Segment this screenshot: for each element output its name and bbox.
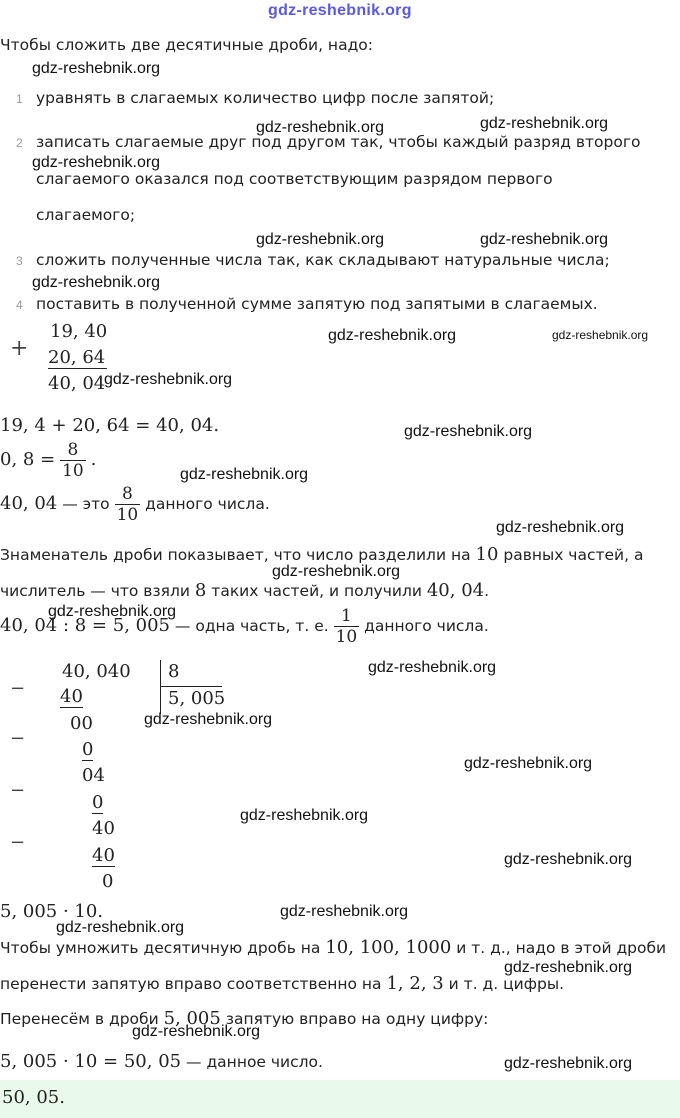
division-step: 0 [102,871,114,892]
watermark: gdz-reshebnik.org [256,119,385,136]
paragraph-line [0,973,564,994]
equation-text: — это [57,495,115,513]
division-step: 40 [60,686,83,707]
watermark: gdz-reshebnik.org [552,328,649,342]
watermark: gdz-reshebnik.org [32,60,161,77]
dividend: 40, 040 [62,661,131,682]
site-watermark-top: gdz-reshebnik.org [268,2,412,19]
step-number: 2 [16,136,23,150]
watermark: gdz-reshebnik.org [504,1055,633,1072]
minus-sign: − [10,728,26,749]
divisor-line [160,686,222,687]
division-step: 04 [82,765,105,786]
numerator: 8 [115,484,141,505]
watermark: gdz-reshebnik.org [132,1023,261,1040]
watermark: gdz-reshebnik.org [368,659,497,676]
equation-end: . [90,449,97,470]
math-value: 10 [475,544,499,565]
denominator: 10 [116,505,139,525]
equation-product: 5, 005 · 10. [0,901,104,922]
fraction [60,440,86,481]
text: и т. д., надо в этой дроби [451,939,667,957]
division-step: 40 [92,818,115,839]
paragraph-line [0,580,489,601]
addend-2: 20, 64 [48,347,106,368]
step-text: слагаемого; [36,206,136,224]
plus-sign: + [10,336,29,361]
text: Перенесём в дроби [0,1010,164,1028]
text: таких частей, и получили [206,582,427,600]
equation-part [0,484,270,525]
watermark: gdz-reshebnik.org [240,807,369,824]
fraction [334,606,360,647]
watermark: gdz-reshebnik.org [464,755,593,772]
paragraph-line [0,937,666,958]
math-value: 5, 005 [163,1008,221,1029]
paragraph-line [0,544,643,565]
watermark: gdz-reshebnik.org [504,851,633,868]
watermark: gdz-reshebnik.org [404,423,533,440]
equation-text: данного числа. [359,617,489,635]
equation-left: 40, 04 : 8 = 5, 005 [0,615,170,636]
step-text: поставить в полученной сумме запятую под запятыми в слагаемых. [36,295,598,313]
step-number: 1 [16,92,23,106]
equation-text: данного числа. [140,495,270,513]
intro-text: Чтобы сложить две десятичные дроби, надо: [0,36,373,54]
equation-text: — одна часть, т. е. [170,617,334,635]
denominator: 10 [62,461,84,481]
watermark: gdz-reshebnik.org [480,115,609,132]
fraction [115,484,141,525]
equation-left: 40, 04 [0,493,58,514]
watermark: gdz-reshebnik.org [48,603,177,620]
watermark: gdz-reshebnik.org [256,231,385,248]
math-value: 1, 2, 3 [386,973,444,994]
watermark: gdz-reshebnik.org [32,274,161,291]
text: . [484,582,490,600]
denominator: 10 [335,627,358,647]
step-text: записать слагаемые друг под другом так, чтобы каждый разряд второго [36,133,641,151]
equation-result [0,1051,323,1072]
equation-text: — данное число. [181,1053,323,1071]
watermark: gdz-reshebnik.org [504,959,633,976]
math-value: 10, 100, 1000 [325,937,452,958]
text: Знаменатель дроби показывает, что число разделили на [0,546,476,564]
numerator: 1 [334,606,360,627]
watermark: gdz-reshebnik.org [480,231,609,248]
step-text: слагаемого оказался под соответствующим разрядом первого [36,170,553,188]
minus-sign: − [10,678,26,699]
division-step: 0 [92,792,104,813]
watermark: gdz-reshebnik.org [104,371,233,388]
math-value: 40, 04 [426,580,485,601]
sum: 40, 04 [48,373,106,394]
text: и т. д. цифры. [443,975,564,993]
step-number: 3 [16,254,23,268]
minus-sign: − [10,780,26,801]
step-text: уравнять в слагаемых количество цифр после запятой; [36,89,495,107]
divisor: 8 [168,661,180,682]
minus-sign: − [10,832,26,853]
watermark: gdz-reshebnik.org [280,903,409,920]
text: числитель — что взяли [0,582,195,600]
watermark: gdz-reshebnik.org [32,154,161,171]
text: равных частей, а [498,546,644,564]
equation-left: 5, 005 · 10 = 50, 05 [0,1051,182,1072]
watermark: gdz-reshebnik.org [144,711,273,728]
text: перенести запятую вправо соответственно на [0,975,387,993]
watermark: gdz-reshebnik.org [496,519,625,536]
answer-box [0,1080,680,1118]
step-number: 4 [16,298,23,312]
division-bar [160,660,161,714]
watermark: gdz-reshebnik.org [56,919,185,936]
watermark: gdz-reshebnik.org [180,466,309,483]
division-step: 40 [92,845,115,866]
math-value: 8 [194,580,207,601]
quotient: 5, 005 [168,688,226,709]
text: Чтобы умножить десятичную дробь на [0,939,326,957]
addend-1: 19, 40 [50,321,108,342]
text: запятую вправо на одну цифру: [220,1010,489,1028]
equation-left: 0, 8 = [0,449,56,470]
watermark: gdz-reshebnik.org [328,327,457,344]
equation-fraction [0,440,96,484]
division-step: 0 [82,739,94,760]
step-text: сложить полученные числа так, как складывают натуральные числа; [36,251,610,269]
answer-value: 50, 05. [2,1087,65,1108]
numerator: 8 [60,440,86,461]
watermark: gdz-reshebnik.org [272,563,401,580]
equation-sum: 19, 4 + 20, 64 = 40, 04. [0,415,220,436]
division-step: 00 [70,713,93,734]
